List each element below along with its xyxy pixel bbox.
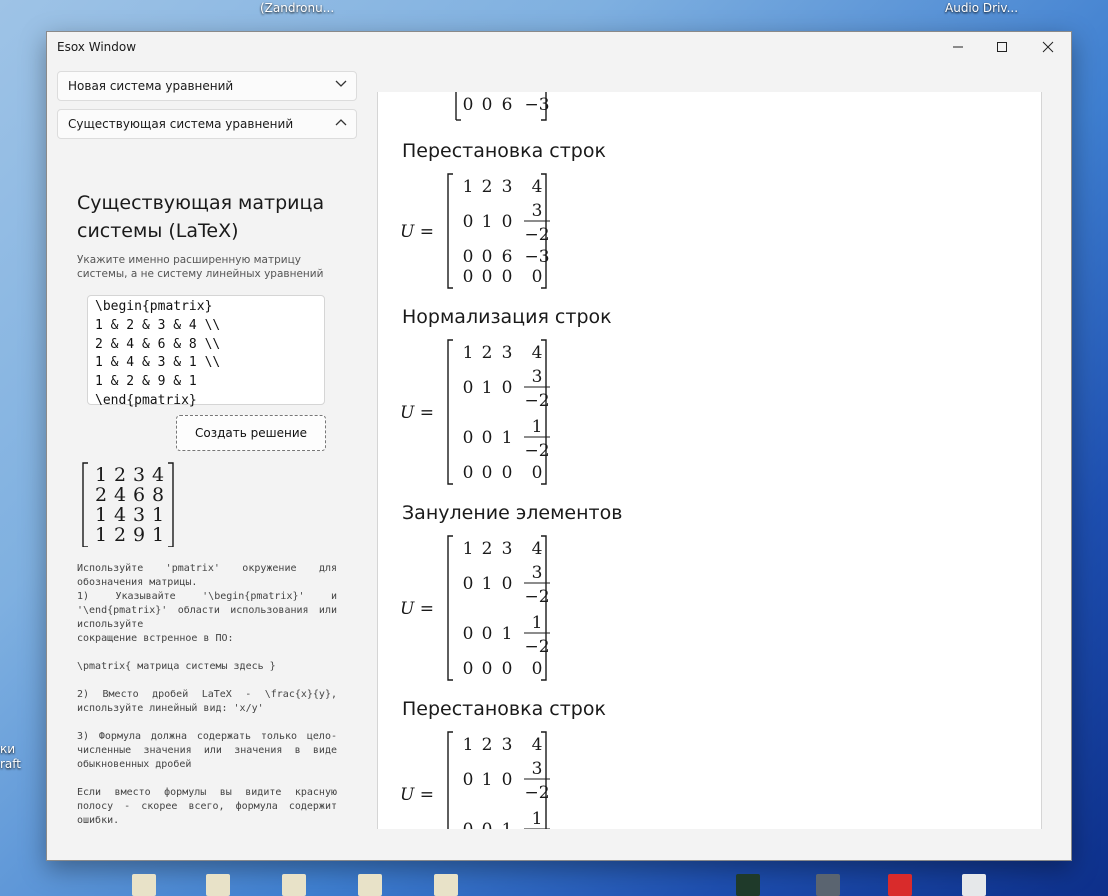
expander-label: Новая система уравнений [68,79,234,93]
latex-input[interactable] [87,295,325,408]
matrix-cell: 0 [531,463,543,483]
matrix-cell: 1 [501,624,513,644]
matrix-cell: 0 [462,247,474,267]
matrix-cell: 1 [501,820,513,840]
matrix-cell: 0 [481,624,493,644]
fraction-denominator: −2 [524,783,550,803]
matrix-cell: 0 [481,95,493,115]
close-button[interactable] [1025,32,1071,62]
step-title: Перестановка строк [402,698,606,720]
preview-matrix [81,461,221,547]
code-line: 1 & 2 & 9 & 1 [95,374,197,390]
json-file-icon[interactable] [132,874,156,896]
create-solution-button[interactable]: Создать решение [176,415,326,451]
matrix-cell: 1 [481,378,493,398]
matrix-cell: 1 [481,574,493,594]
minimize-icon [952,41,964,53]
partial-matrix [378,75,578,124]
json-file-icon[interactable] [434,874,458,896]
matrix-cell: 0 [462,378,474,398]
left-bracket [448,536,453,680]
fraction-numerator: 1 [531,809,543,829]
matrix-cell: 2 [481,177,493,197]
matrix-cell: 0 [501,770,513,790]
matrix-cell: 1 [501,428,513,448]
code-line: 2 & 4 & 6 & 8 \\ [95,336,221,352]
matrix-cell: 1 [95,504,108,526]
fraction-numerator: 3 [531,759,543,779]
matrix-cell: 0 [462,95,474,115]
matrix-cell: 0 [462,770,474,790]
clion-icon[interactable] [736,874,760,896]
matrix-cell: 0 [501,463,513,483]
maximize-icon [996,41,1008,53]
fraction-denominator: −2 [524,391,550,411]
left-bracket [83,463,88,547]
matrix-cell: 0 [462,75,474,95]
matrix-label: U = [400,403,434,423]
left-bracket [448,732,453,829]
matrix-cell: 0 [462,659,474,679]
matrix-cell: 4 [531,343,543,363]
matrix-cell: 0 [462,267,474,287]
matrix-label: U = [400,222,434,242]
fraction-numerator: 3 [531,367,543,387]
matrix-cell: 1 [95,524,108,546]
fraction-denominator: −2 [524,637,550,657]
maximize-button[interactable] [979,32,1025,62]
window-stack-icon[interactable] [816,874,840,896]
left-panel [47,62,367,860]
matrix-label: U = [400,785,434,805]
expander-existing-system[interactable] [57,109,357,139]
matrix-cell: 0 [462,212,474,232]
matrix-cell: 0 [531,659,543,679]
matrix-cell: 2 [481,539,493,559]
matrix-cell: 1 [481,770,493,790]
step-matrix [378,534,578,682]
matrix-cell: 4 [114,504,127,526]
matrix-cell: 0 [501,659,513,679]
matrix-cell: 1 [152,504,165,526]
chevron-down-icon [334,77,348,91]
desktop-label-audio-driver[interactable]: Audio Driv... [945,1,1019,15]
matrix-cell: 3 [133,464,146,486]
window-title: Esox Window [57,40,137,54]
matrix-cell: 2 [114,524,127,546]
matrix-cell: 6 [501,95,513,115]
matrix-cell: 0 [481,75,493,95]
matrix-cell: 0 [481,267,493,287]
panel-title: Существующая матрица системы (LaTeX) [77,192,325,242]
matrix-cell: 3 [501,177,513,197]
matrix-cell: 4 [114,484,127,506]
matrix-cell: 2 [481,343,493,363]
matrix-cell: 0 [481,247,493,267]
matrix-cell: 3 [501,735,513,755]
app-icon[interactable] [962,874,986,896]
fraction-denominator: −2 [524,587,550,607]
matrix-cell: 4 [531,539,543,559]
matrix-cell: 1 [462,343,474,363]
matrix-cell: 3 [133,504,146,526]
matrix-cell: 4 [531,735,543,755]
expander-label: Существующая система уравнений [68,117,294,131]
matrix-cell: 0 [501,212,513,232]
matrix-cell: 0 [501,267,513,287]
matrix-label: U = [400,599,434,619]
right-bracket [168,463,173,547]
matrix-cell: 0 [462,820,474,840]
matrix-cell: 0 [501,75,513,95]
fraction-denominator: −2 [524,441,550,461]
step-title: Зануление элементов [402,502,623,524]
code-line: 1 & 2 & 3 & 4 \\ [95,317,221,333]
json-file-icon[interactable] [358,874,382,896]
fraction-numerator: 1 [531,613,543,633]
json-file-icon[interactable] [282,874,306,896]
matrix-cell: 0 [462,624,474,644]
chevron-up-icon [334,115,348,129]
matrix-cell: 0 [481,659,493,679]
desktop-label-partial-2[interactable]: raft [0,757,22,771]
matrix-cell: 2 [95,484,108,506]
step-matrix [378,338,578,486]
matrix-cell: 0 [501,574,513,594]
fraction-numerator: 3 [531,563,543,583]
matrix-cell: 0 [501,378,513,398]
matrix-cell: 8 [152,484,165,506]
red-app-icon[interactable] [888,874,912,896]
step-matrix [378,172,578,290]
json-file-icon[interactable] [206,874,230,896]
matrix-cell: 1 [481,212,493,232]
code-line: 1 & 4 & 3 & 1 \\ [95,355,221,371]
desktop-label-partial-1[interactable]: ки [0,742,16,756]
fraction-denominator: −2 [524,225,550,245]
matrix-cell: 0 [481,428,493,448]
matrix-cell: 3 [501,343,513,363]
matrix-cell: 6 [133,484,146,506]
step-matrix: U =1 2 3 40 1 03−20 0 11−2 [378,730,578,829]
left-bracket [448,174,453,288]
left-bracket [448,340,453,484]
matrix-cell: 0 [462,463,474,483]
matrix-cell: 1 [152,524,165,546]
matrix-cell: 1 [95,464,108,486]
step-title: Нормализация строк [402,306,612,328]
usage-notes: Используйте 'pmatrix' окружение для обозначения матрицы. 1) Указывайте '\begin{pmatrix}' и '\end{pmatrix}' области использования или используйте сокращение встренное в ПО: \pmatrix{ матрица системы здесь } 2) Вместо дробей LaTeX - \frac{x}{y}, используйте линейный вид: 'x/y' 3) Формула должна содержать только цело-численные значения или значения в виде обыкновенных дробей Если вместо формулы вы видите красную полосу - скорее всего, формула содержит ошибки. [77,563,337,826]
matrix-cell: 2 [481,735,493,755]
matrix-cell: 0 [531,75,543,95]
matrix-cell: 0 [481,820,493,840]
expander-new-system[interactable] [57,71,357,101]
hint-text: Укажите именно расширенную матрицу системы, а не систему линейных уравнений [77,254,324,280]
matrix-cell: 6 [501,247,513,267]
matrix-cell: −3 [524,247,550,267]
matrix-cell: 4 [531,177,543,197]
matrix-cell: 4 [152,464,165,486]
code-line: \end{pmatrix} [95,392,197,408]
matrix-cell: 0 [462,428,474,448]
step-title: Перестановка строк [402,140,606,162]
matrix-cell: 3 [501,539,513,559]
matrix-cell: 2 [114,464,127,486]
matrix-cell: 0 [462,574,474,594]
matrix-cell: 0 [531,267,543,287]
esox-window [46,31,1072,861]
fraction-numerator: 1 [531,417,543,437]
matrix-cell: 1 [462,735,474,755]
code-line: \begin{pmatrix} [95,299,213,314]
matrix-cell: 1 [462,177,474,197]
title-bar[interactable] [47,32,1071,62]
matrix-cell: 9 [133,524,146,546]
solution-pane[interactable] [377,75,1042,853]
fraction-numerator: 3 [531,201,543,221]
minimize-button[interactable] [935,32,981,62]
matrix-cell: 1 [462,539,474,559]
matrix-cell: 0 [481,463,493,483]
matrix-cell: −3 [524,95,550,115]
close-icon [1042,41,1054,53]
desktop-label-zandronum[interactable]: (Zandronu... [260,1,335,15]
